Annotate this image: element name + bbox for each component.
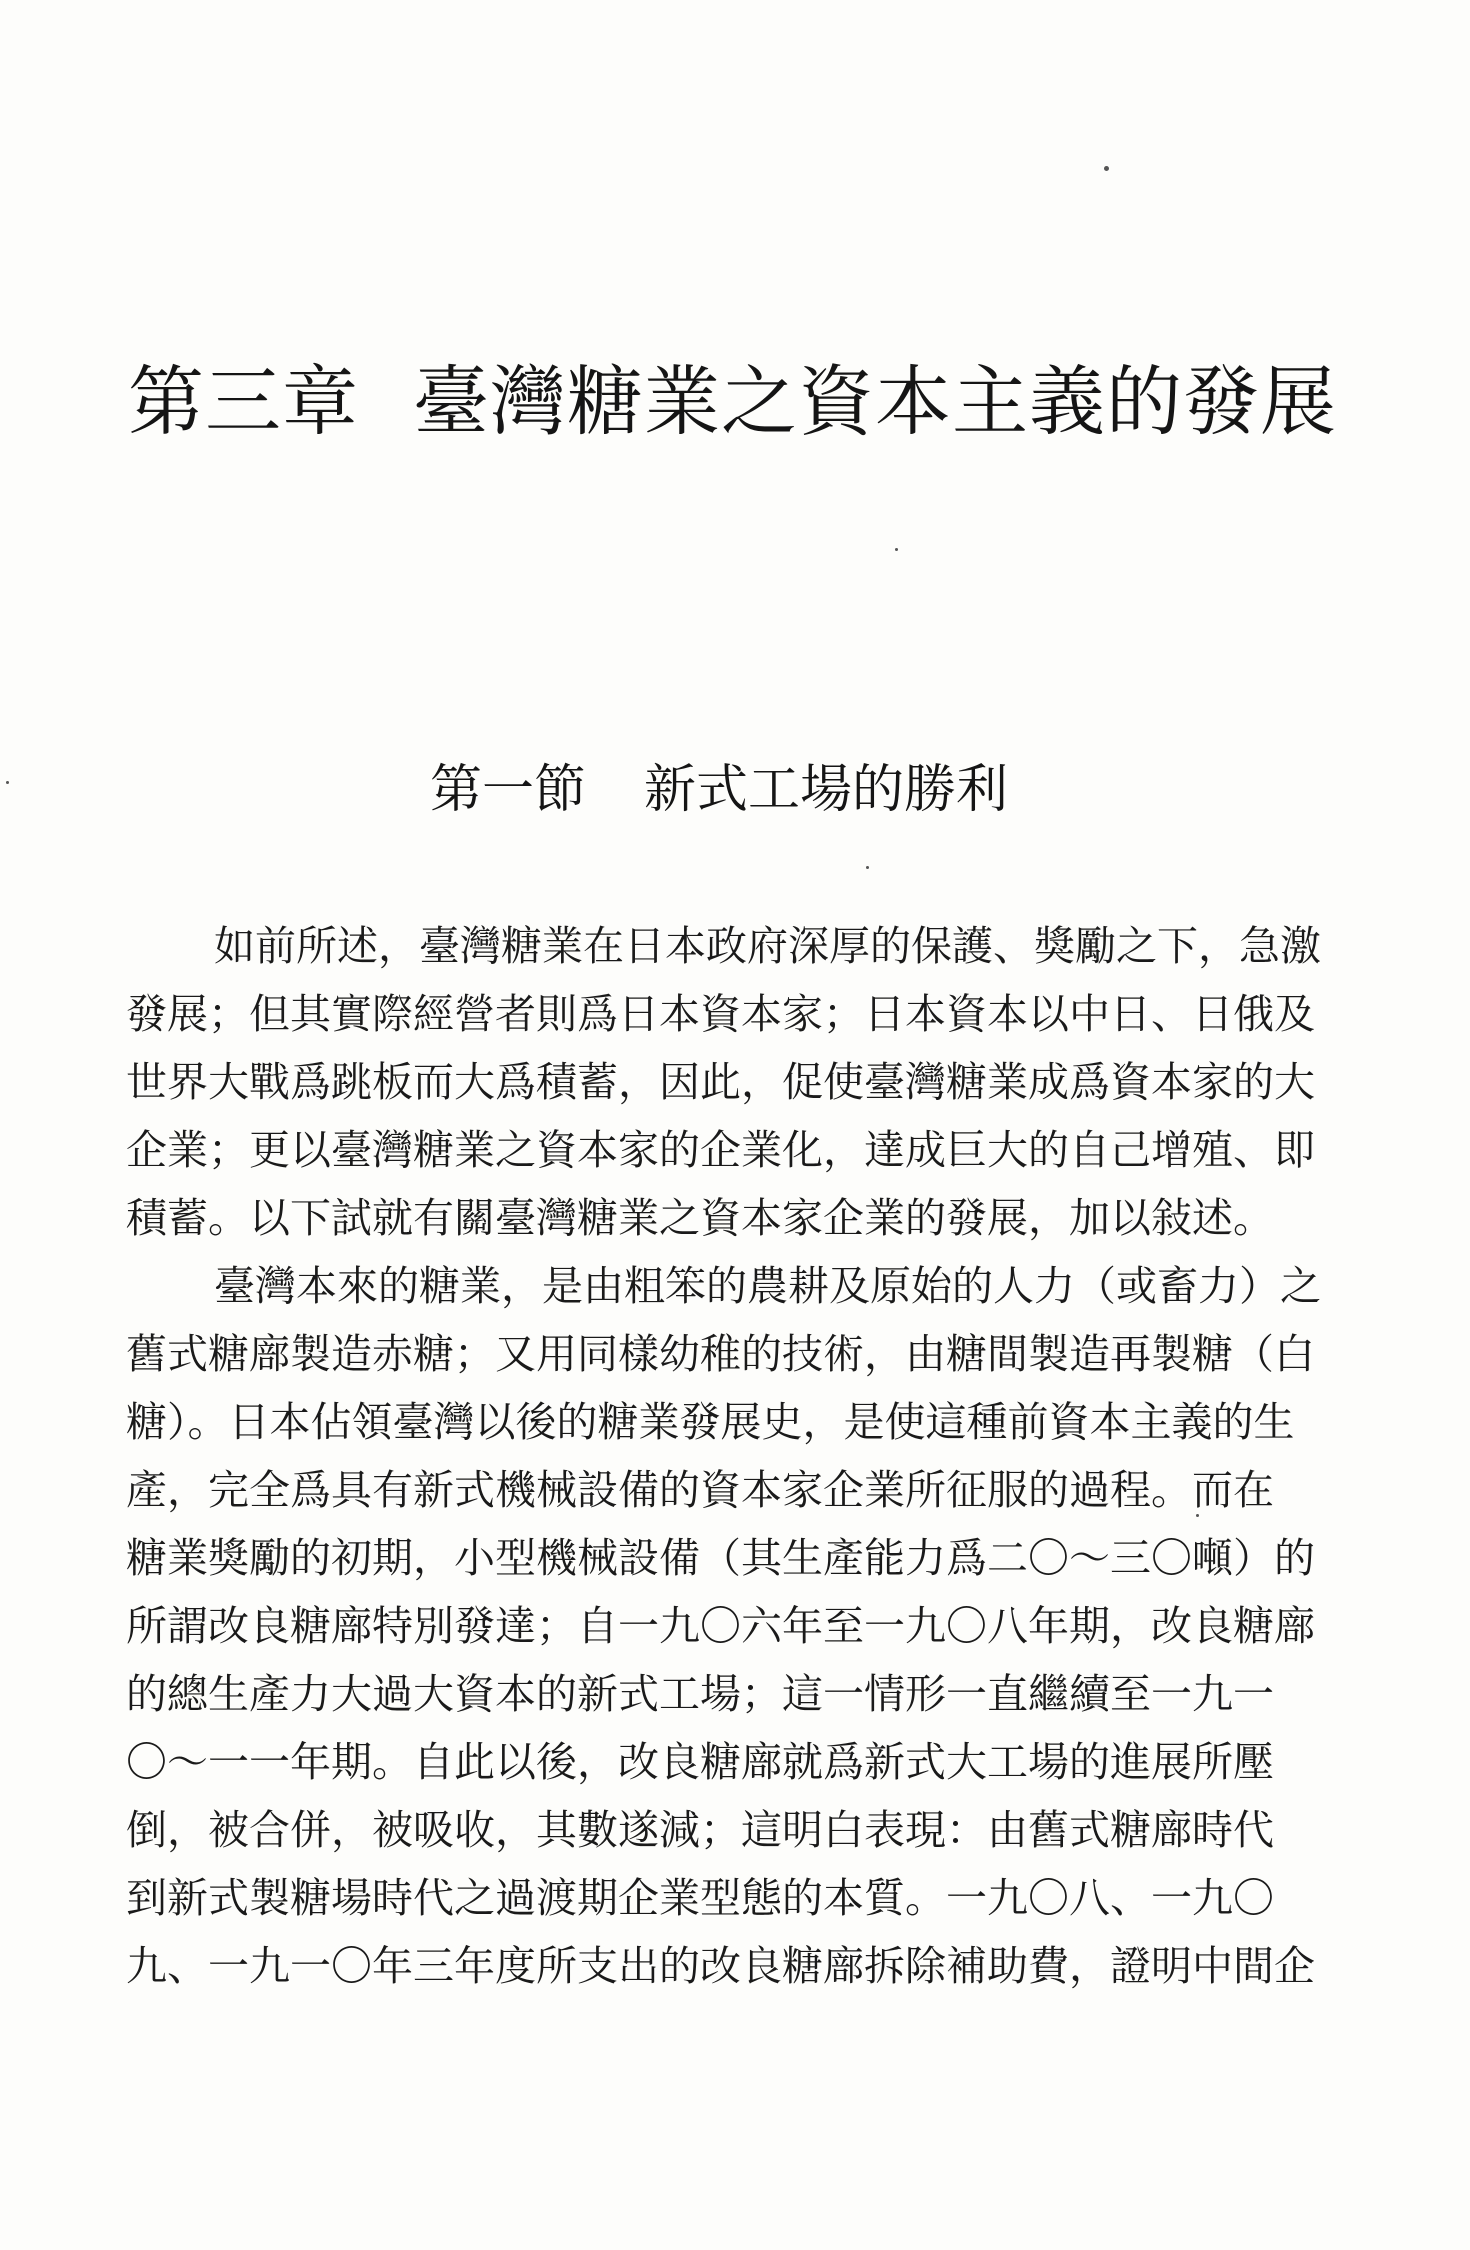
section-heading [430,750,1008,830]
text-line: 如前所述，臺灣糖業在日本政府深厚的保護、獎勵之下，急激 [214,922,1321,970]
text-line: 發展；但其實際經營者則爲日本資本家；日本資本以中日、日俄及 [126,990,1315,1038]
body-text [126,912,1356,2000]
text-line: 世界大戰爲跳板而大爲積蓄，因此，促使臺灣糖業成爲資本家的大 [126,1058,1315,1106]
text-line: 企業；更以臺灣糖業之資本家的企業化，達成巨大的自己增殖、即 [126,1126,1315,1174]
text-line: 的總生產力大過大資本的新式工場；這一情形一直繼續至一九一 [126,1670,1274,1718]
text-line: 舊式糖廍製造赤糖；又用同樣幼稚的技術，由糖間製造再製糖（白 [126,1330,1315,1378]
scan-speck [6,781,9,784]
text-line: 九、一九一〇年三年度所支出的改良糖廍拆除補助費，證明中間企 [126,1942,1315,1990]
scan-speck [895,548,898,551]
text-line: 臺灣本來的糖業，是由粗笨的農耕及原始的人力（或畜力）之 [214,1262,1321,1310]
section-number: 第一節 [430,760,587,820]
section-title: 新式工場的勝利 [644,760,1009,820]
chapter-number: 第三章 [128,357,359,446]
chapter-heading [128,352,1337,452]
text-line: 糖）。日本佔領臺灣以後的糖業發展史，是使這種前資本主義的生 [126,1398,1295,1446]
text-line: 產，完全爲具有新式機械設備的資本家企業所征服的過程。而在 [126,1466,1274,1514]
text-line: 倒，被合併，被吸收，其數遂減；這明白表現：由舊式糖廍時代 [126,1806,1274,1854]
scan-speck [866,866,869,869]
scan-speck [1104,166,1109,171]
text-line: 〇～一一年期。自此以後，改良糖廍就爲新式大工場的進展所壓 [126,1738,1274,1786]
chapter-title: 臺灣糖業之資本主義的發展 [413,357,1337,446]
text-line: 糖業獎勵的初期，小型機械設備（其生產能力爲二〇～三〇噸）的 [126,1534,1315,1582]
text-line: 到新式製糖場時代之過渡期企業型態的本質。一九〇八、一九〇 [126,1874,1274,1922]
text-line: 所謂改良糖廍特別發達；自一九〇六年至一九〇八年期，改良糖廍 [126,1602,1315,1650]
text-line: 積蓄。以下試就有關臺灣糖業之資本家企業的發展，加以敍述。 [126,1194,1274,1242]
